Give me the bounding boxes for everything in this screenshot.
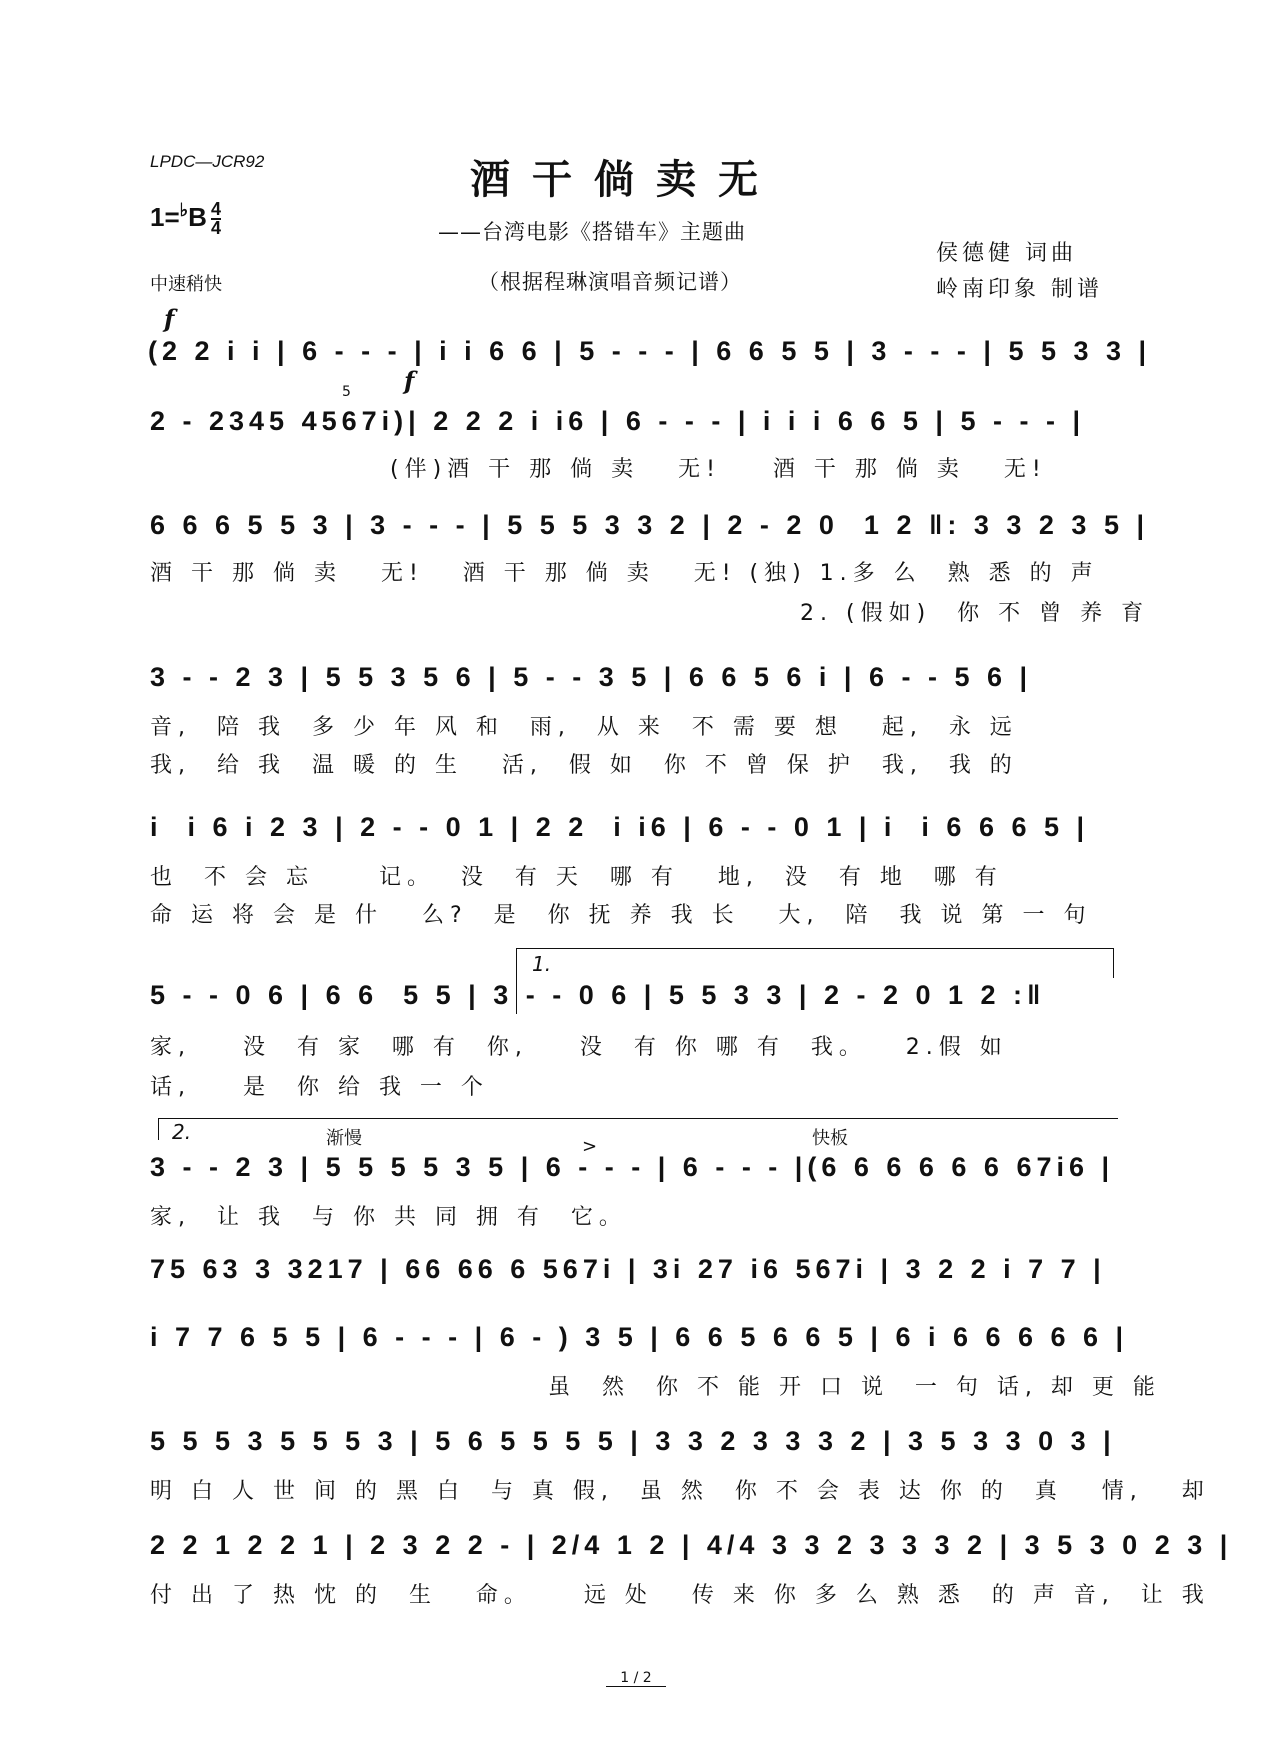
- score-line-6: 5 - - 0 6 | 6 6 5 5 | 3 - - 0 6 | 5 5 3 3 | 2 - 2 0 1 2 :‖: [150, 980, 1046, 1010]
- score-line-1: (2 2 i i | 6 - - - | i i 6 6 | 5 - - - | 6 6 5 5 | 3 - - - | 5 5 3 3 |: [148, 336, 1152, 366]
- score-line-11: 2 2 1 2 2 1 | 2 3 2 2 - | 2/4 1 2 | 4/4 3 3 2 3 3 3 2 | 3 5 3 0 2 3 |: [150, 1530, 1233, 1560]
- lyrics-line-4a: 音, 陪 我 多 少 年 风 和 雨, 从 来 不 需 要 想 起, 永 远: [150, 715, 1018, 740]
- tempo-marking: 中速稍快: [150, 274, 222, 295]
- time-signature: [211, 201, 221, 237]
- flat-sign: ♭: [179, 200, 189, 220]
- lyrics-line-4b: 我, 给 我 温 暖 的 生 活, 假 如 你 不 曾 保 护 我, 我 的: [150, 753, 1018, 778]
- lyrics-line-9: 虽 然 你 不 能 开 口 说 一 句 话, 却 更 能: [548, 1375, 1161, 1400]
- score-line-7: 3 - - 2 3 | 5 5 5 5 3 5 | 6 - - - | 6 - - - |(6 6 6 6 6 6 67i6 |: [150, 1152, 1115, 1182]
- key-prefix: 1=: [150, 202, 180, 232]
- lyrics-line-6a: 家, 没 有 家 哪 有 你, 没 有 你 哪 有 我。 2.假 如: [150, 1035, 1008, 1060]
- lyrics-line-3b: 2. (假如) 你 不 曾 养 育: [800, 601, 1150, 626]
- volta-1-label: 1.: [532, 952, 552, 976]
- lyrics-line-5a: 也 不 会 忘 记。 没 有 天 哪 有 地, 没 有 地 哪 有: [150, 865, 1003, 890]
- dynamic-forte-intro: f: [164, 304, 175, 333]
- volta-2-left: [158, 1118, 159, 1140]
- page-number-text: 1 / 2: [606, 1670, 665, 1687]
- time-top: 4: [210, 199, 221, 219]
- lyrics-line-11: 付 出 了 热 忱 的 生 命。 远 处 传 来 你 多 么 熟 悉 的 声 音, 让 我: [150, 1583, 1210, 1608]
- score-line-4: 3 - - 2 3 | 5 5 3 5 6 | 5 - - 3 5 | 6 6 5 6 i | 6 - - 5 6 |: [150, 662, 1033, 692]
- score-line-9: i 7 7 6 5 5 | 6 - - - | 6 - ) 3 5 | 6 6 5 6 6 5 | 6 i 6 6 6 6 6 |: [150, 1322, 1129, 1352]
- score-line-8: 75 63 3 3217 | 66 66 6 567i | 3i 27 i6 567i | 3 2 2 i 7 7 |: [150, 1254, 1106, 1284]
- lyrics-line-3a: 酒 干 那 倘 卖 无! 酒 干 那 倘 卖 无! (独) 1.多 么 熟 悉 的 声: [150, 561, 1099, 586]
- volta-1-bracket: [516, 948, 1114, 949]
- transcription-note: （根据程琳演唱音频记谱）: [478, 270, 742, 294]
- score-line-10: 5 5 5 3 5 5 5 3 | 5 6 5 5 5 5 | 3 3 2 3 3 3 2 | 3 5 3 3 0 3 |: [150, 1426, 1116, 1456]
- lyrics-line-6b: 话, 是 你 给 我 一 个: [150, 1075, 489, 1100]
- score-line-3: 6 6 6 5 5 3 | 3 - - - | 5 5 5 3 3 2 | 2 - 2 0 1 2 ‖: 3 3 2 3 5 |: [150, 510, 1150, 540]
- accent-mark: >: [582, 1136, 598, 1157]
- credit-composer: 侯德健 词曲: [936, 241, 1077, 266]
- score-line-5: i i 6 i 2 3 | 2 - - 0 1 | 2 2 i i6 | 6 - - 0 1 | i i 6 6 6 5 |: [150, 812, 1090, 842]
- lyrics-line-7: 家, 让 我 与 你 共 同 拥 有 它。: [150, 1205, 627, 1230]
- key-signature: [150, 200, 221, 237]
- subtitle: ——台湾电影《搭错车》主题曲: [438, 220, 746, 244]
- volta-2-label: 2.: [172, 1120, 192, 1144]
- ritardando-marking: 渐慢: [326, 1128, 362, 1149]
- time-bottom: 4: [210, 218, 221, 238]
- credit-arranger: 岭南印象 制谱: [936, 277, 1103, 302]
- page-number: [0, 1670, 1272, 1686]
- key-note: B: [188, 202, 207, 232]
- lyrics-line-10: 明 白 人 世 间 的 黑 白 与 真 假, 虽 然 你 不 会 表 达 你 的 真 情, 却: [150, 1479, 1210, 1504]
- allegro-marking: 快板: [812, 1128, 848, 1149]
- tuplet-number: 5: [342, 384, 351, 400]
- lyrics-line-2: (伴)酒 干 那 倘 卖 无! 酒 干 那 倘 卖 无!: [390, 457, 1047, 482]
- lyrics-line-5b: 命 运 将 会 是 什 么? 是 你 抚 养 我 长 大, 陪 我 说 第 一 句: [150, 903, 1092, 928]
- volta-2-bracket: [158, 1118, 1118, 1119]
- dynamic-forte-verse: f: [404, 366, 415, 395]
- score-line-2: 2 - 2345 4567i)| 2 2 2 i i6 | 6 - - - | i i i 6 6 5 | 5 - - - |: [150, 406, 1086, 436]
- volta-1-right: [1113, 948, 1114, 978]
- score-code: LPDC—JCR92: [150, 152, 265, 171]
- song-title: 酒干倘卖无: [470, 156, 780, 203]
